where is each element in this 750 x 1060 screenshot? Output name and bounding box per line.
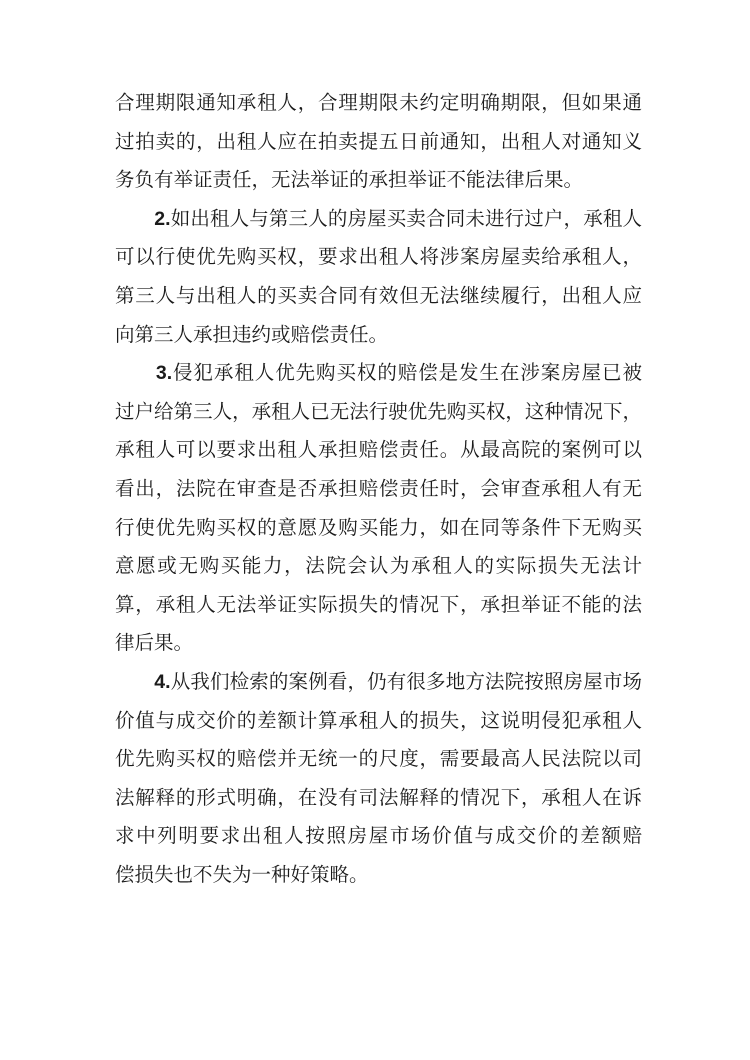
text-line: 第三人与出租人的买卖合同有效但无法继续履行，出租人应 xyxy=(115,283,642,307)
text-line: 求中列明要求出租人按照房屋市场价值与成交价的差额赔 xyxy=(115,824,642,848)
text-line: 算，承租人无法举证实际损失的情况下，承担举证不能的法 xyxy=(115,592,642,616)
paragraph-item-3 xyxy=(115,354,642,663)
text-line-content: 如出租人与第三人的房屋买卖合同未进行过户，承租人 xyxy=(170,206,642,230)
paragraph-item-2 xyxy=(115,200,642,354)
text-line: 合理期限通知承租人，合理期限未约定明确期限，但如果通 xyxy=(115,91,642,114)
item-number: 2. xyxy=(154,207,171,230)
text-line-content: 从我们检索的案例看，仍有很多地方法院按照房屋市场 xyxy=(170,669,642,693)
text-line: 可以行使优先购买权，要求出租人将涉案房屋卖给承租人， xyxy=(115,245,642,269)
paragraph-item-4 xyxy=(115,663,642,895)
text-line: 务负有举证责任，无法举证的承担举证不能法律后果。 xyxy=(115,168,584,192)
text-line: 过户给第三人，承租人已无法行驶优先购买权，这种情况下， xyxy=(115,399,642,423)
item-number: 3. xyxy=(155,362,173,385)
text-line: 看出，法院在审查是否承担赔偿责任时，会审查承租人有无 xyxy=(115,476,642,500)
text-line: 行使优先购买权的意愿及购买能力，如在同等条件下无购买 xyxy=(115,515,642,539)
text-line: 优先购买权的赔偿并无统一的尺度，需要最高人民法院以司 xyxy=(115,747,642,771)
text-line: 意愿或无购买能力，法院会认为承租人的实际损失无法计 xyxy=(115,554,642,578)
text-line: 律后果。 xyxy=(115,631,194,655)
text-line: 价值与成交价的差额计算承租人的损失，这说明侵犯承租人 xyxy=(115,708,642,732)
paragraph-continuation xyxy=(115,84,642,200)
text-line: 过拍卖的，出租人应在拍卖提五日前通知，出租人对通知义 xyxy=(115,129,642,153)
item-number: 4. xyxy=(154,670,171,693)
text-line xyxy=(115,663,642,702)
text-line: 向第三人承担违约或赔偿责任。 xyxy=(115,322,389,346)
text-line: 偿损失也不失为一种好策略。 xyxy=(115,862,369,886)
text-line-content: 侵犯承租人优先购买权的赔偿是发生在涉案房屋已被 xyxy=(172,361,642,385)
text-line xyxy=(115,200,642,239)
text-line xyxy=(115,354,642,393)
text-line: 承租人可以要求出租人承担赔偿责任。从最高院的案例可以 xyxy=(115,438,642,462)
text-line: 法解释的形式明确，在没有司法解释的情况下，承租人在诉 xyxy=(115,785,642,809)
